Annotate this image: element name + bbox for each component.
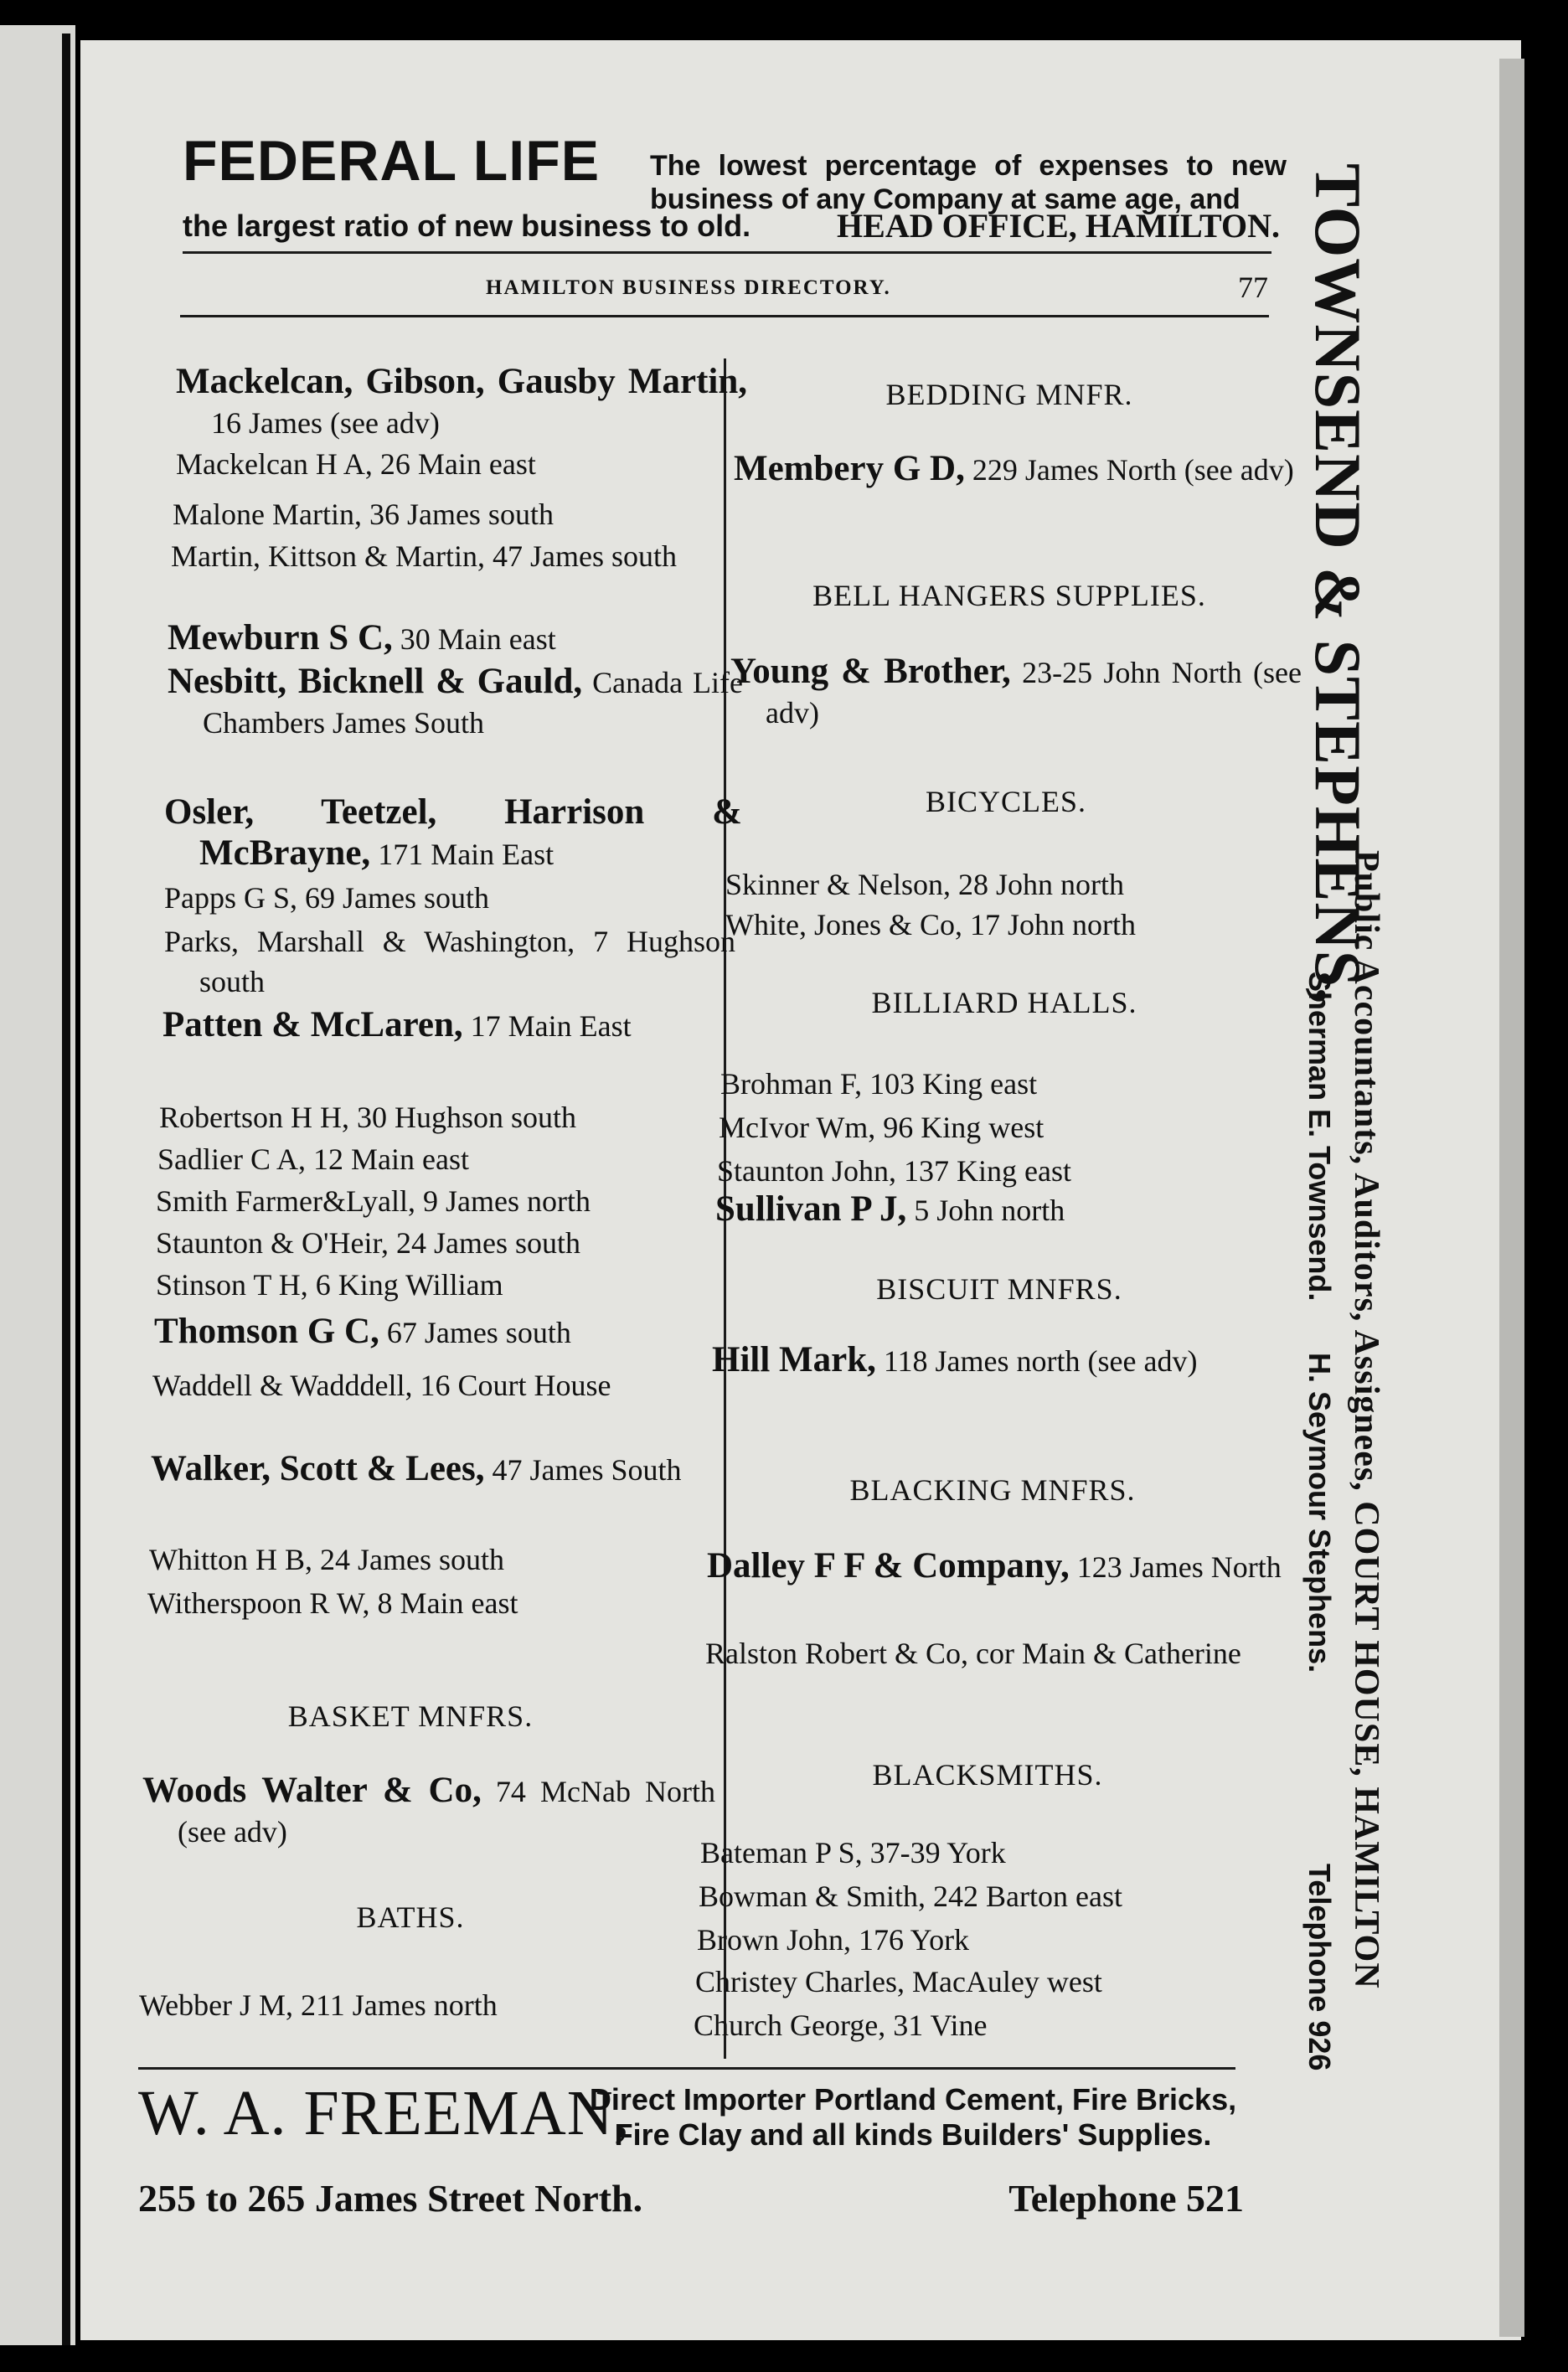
listing-address: 118 James north (see adv) bbox=[875, 1344, 1198, 1378]
listing-entry bbox=[707, 1546, 1283, 1587]
advertiser-address: 255 to 265 James Street North. bbox=[138, 2177, 643, 2220]
listing-address: 171 Main East bbox=[370, 838, 554, 871]
section-heading: BISCUIT MNFRS. bbox=[876, 1272, 1122, 1306]
partner-name: H. Seymour Stephens. bbox=[1302, 1353, 1337, 1673]
header-rule bbox=[180, 315, 1269, 317]
listing-entry: Staunton & O'Heir, 24 James south bbox=[156, 1226, 581, 1260]
listing-entry: Sadlier C A, 12 Main east bbox=[157, 1142, 469, 1176]
head-office: HEAD OFFICE, HAMILTON. bbox=[837, 207, 1280, 245]
freeman-advertisement bbox=[138, 2077, 1244, 2245]
advertisement-text: Direct Importer Portland Cement, Fire Bricks, Fire Clay and all kinds Builders' Supplies. bbox=[589, 2082, 1237, 2152]
listing-address: 123 James North bbox=[1069, 1550, 1282, 1584]
listing-address: 17 Main East bbox=[462, 1009, 632, 1043]
header-rule bbox=[183, 251, 1271, 254]
section-heading: BLACKSMITHS. bbox=[872, 1758, 1103, 1792]
listing-name: Woods Walter & Co, bbox=[142, 1771, 482, 1810]
section-heading: BEDDING MNFR. bbox=[885, 378, 1133, 411]
listing-address: 74 McNab North (see adv) bbox=[178, 1775, 715, 1849]
advertiser-name: W. A. FREEMAN, bbox=[138, 2078, 631, 2148]
listing-entry: Staunton John, 137 King east bbox=[717, 1154, 1071, 1188]
advertisement-text: The lowest percentage of expenses to new business of any Company at same age, and bbox=[650, 150, 1287, 215]
listing-name: Dalley F F & Company, bbox=[707, 1546, 1070, 1586]
listing-address: 67 James south bbox=[379, 1316, 571, 1349]
listing-entry bbox=[734, 449, 1305, 490]
section-heading: BILLIARD HALLS. bbox=[871, 986, 1137, 1019]
listing-entry bbox=[176, 362, 747, 443]
listing-entry: Martin, Kittson & Martin, 47 James south bbox=[171, 539, 677, 573]
listing-address: 23-25 John North (see adv) bbox=[766, 656, 1302, 730]
listing-entry: Church George, 31 Vine bbox=[694, 2008, 988, 2042]
listing-entry bbox=[151, 1449, 724, 1490]
listing-entry: Brohman F, 103 King east bbox=[720, 1067, 1038, 1101]
listing-entry: Whitton H B, 24 James south bbox=[149, 1543, 504, 1576]
partner-name: Sherman E. Townsend. bbox=[1302, 972, 1337, 1302]
listing-entry bbox=[162, 1005, 734, 1046]
listing-name: Osler, Teetzel, Harrison & McBrayne, bbox=[164, 792, 742, 873]
listing-entry: Webber J M, 211 James north bbox=[139, 1988, 498, 2022]
listing-entry: Malone Martin, 36 James south bbox=[173, 498, 554, 531]
page-number: 77 bbox=[1238, 271, 1268, 304]
listing-entry bbox=[164, 792, 742, 874]
listing-name: Membery G D, bbox=[734, 449, 965, 488]
listing-entry bbox=[712, 1340, 1288, 1381]
listing-address: 30 Main east bbox=[392, 622, 556, 656]
section-heading: BASKET MNFRS. bbox=[287, 1699, 534, 1733]
listing-entry: White, Jones & Co, 17 John north bbox=[725, 908, 1136, 941]
listing-name: Nesbitt, Bicknell & Gauld, bbox=[168, 662, 583, 701]
section-heading: BATHS. bbox=[356, 1900, 465, 1934]
listing-name: Young & Brother, bbox=[730, 652, 1011, 691]
advertisement-text-line bbox=[183, 209, 1280, 243]
running-head: HAMILTON BUSINESS DIRECTORY. bbox=[486, 276, 891, 299]
listing-entry: Smith Farmer&Lyall, 9 James north bbox=[156, 1184, 591, 1218]
page-edge-shadow bbox=[1499, 59, 1524, 2337]
listing-entry: Witherspoon R W, 8 Main east bbox=[147, 1586, 518, 1620]
listing-entry: Stinson T H, 6 King William bbox=[156, 1268, 503, 1302]
footer-rule bbox=[138, 2067, 1235, 2070]
advertiser-name: TOWNSEND & STEPHENS, bbox=[1302, 163, 1375, 1005]
listing-entry: Bowman & Smith, 242 Barton east bbox=[699, 1880, 1122, 1913]
listing-address: 5 John north bbox=[906, 1194, 1065, 1227]
listing-address: 16 James (see adv) bbox=[211, 406, 440, 440]
binding-shadow bbox=[62, 34, 70, 2345]
advertiser-name: FEDERAL LIFE bbox=[183, 129, 601, 193]
listing-entry: Christey Charles, MacAuley west bbox=[695, 1965, 1102, 1998]
section-heading: BELL HANGERS SUPPLIES. bbox=[812, 579, 1206, 612]
listing-name: Patten & McLaren, bbox=[162, 1005, 463, 1044]
listing-entry bbox=[142, 1771, 715, 1852]
listing-address: 47 James South bbox=[484, 1453, 682, 1487]
listing-entry: Mackelcan H A, 26 Main east bbox=[176, 447, 536, 481]
listing-entry: Waddell & Wadddell, 16 Court House bbox=[152, 1369, 611, 1402]
listing-entry bbox=[168, 662, 743, 743]
listing-entry: Bateman P S, 37-39 York bbox=[700, 1836, 1006, 1869]
listing-entry bbox=[715, 1189, 1287, 1230]
listing-entry: Skinner & Nelson, 28 John north bbox=[725, 868, 1124, 901]
townsend-stephens-advertisement bbox=[1282, 163, 1385, 2241]
section-heading: BLACKING MNFRS. bbox=[849, 1473, 1136, 1507]
listing-address: Canada Life Chambers James South bbox=[203, 666, 744, 740]
listing-address: 229 James North (see adv) bbox=[964, 453, 1294, 487]
advertisement-services: Public Accountants, Auditors, Assignees, COURT HOUSE, HAMILTON bbox=[1347, 850, 1385, 1989]
telephone-number: Telephone 926 bbox=[1302, 1864, 1337, 2071]
listing-name: Walker, Scott & Lees, bbox=[151, 1449, 485, 1488]
advertisement-tagline: the largest ratio of new business to old. bbox=[183, 209, 751, 243]
telephone-number: Telephone 521 bbox=[1008, 2177, 1244, 2220]
listing-entry: McIvor Wm, 96 King west bbox=[719, 1111, 1044, 1144]
listing-entry: Papps G S, 69 James south bbox=[164, 881, 490, 915]
listing-entry bbox=[168, 618, 739, 659]
listing-name: Mewburn S C, bbox=[168, 618, 393, 657]
section-heading: BICYCLES. bbox=[925, 785, 1087, 818]
federal-life-advertisement bbox=[183, 126, 1287, 260]
listing-entry bbox=[730, 652, 1302, 733]
listing-entry: Brown John, 176 York bbox=[697, 1923, 970, 1957]
listing-name: Hill Mark, bbox=[712, 1340, 876, 1379]
listing-name: Sullivan P J, bbox=[715, 1189, 907, 1229]
listing-entry: Parks, Marshall & Washington, 7 Hughson south bbox=[164, 925, 735, 998]
listing-entry: Ralston Robert & Co, cor Main & Catherine bbox=[705, 1637, 1241, 1670]
listing-entry bbox=[154, 1312, 725, 1353]
listing-entry: Robertson H H, 30 Hughson south bbox=[159, 1101, 577, 1134]
listing-name: Mackelcan, Gibson, Gausby Martin, bbox=[176, 362, 747, 401]
listing-name: Thomson G C, bbox=[154, 1312, 379, 1351]
